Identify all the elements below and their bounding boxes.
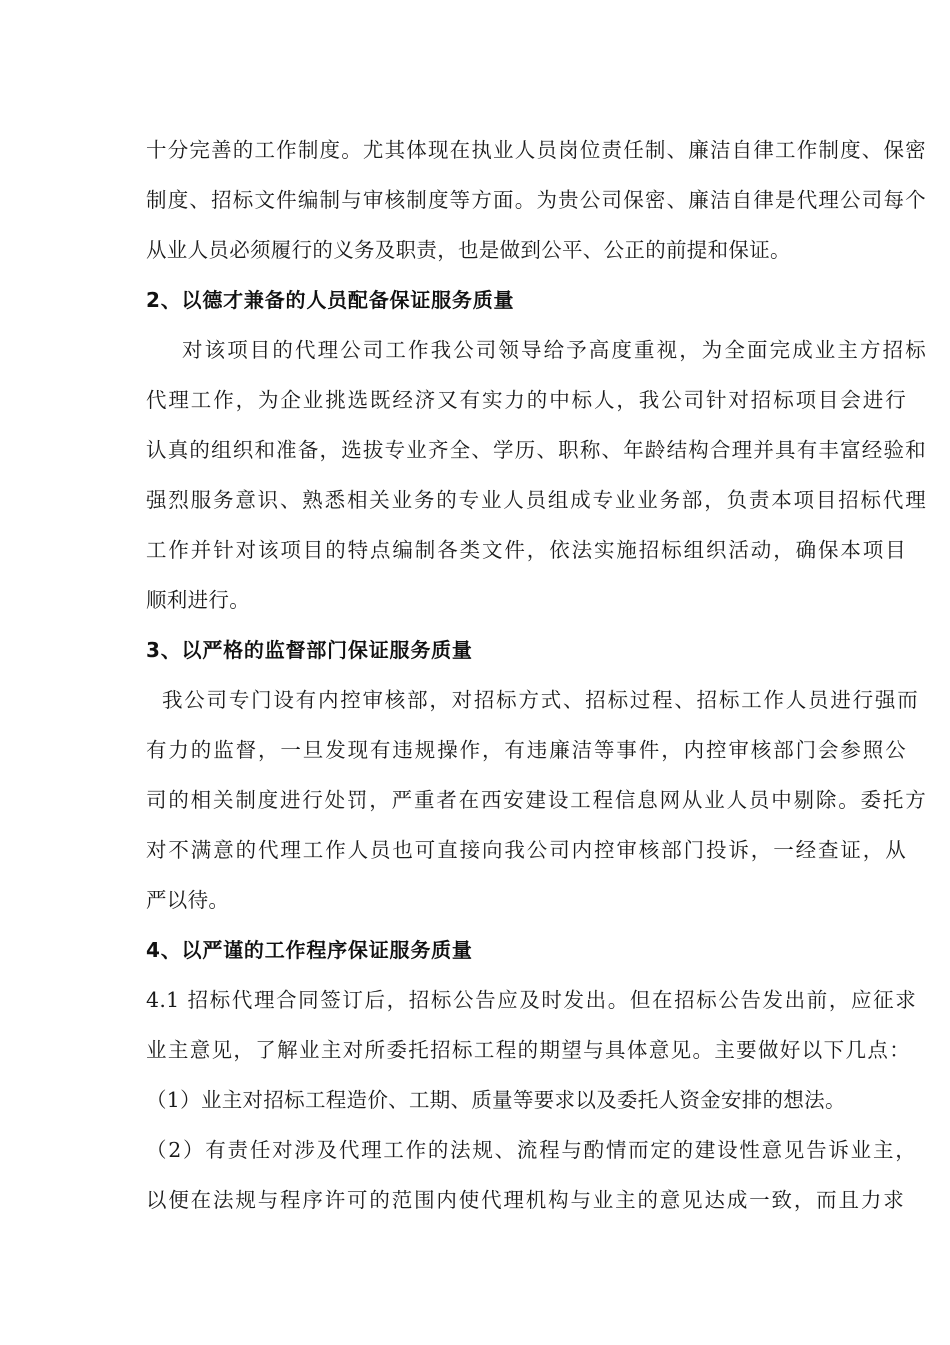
list-item: （1）业主对招标工程造价、工期、质量等要求以及委托人资金安排的想法。 [146,1088,846,1112]
paragraph-line: 强烈服务意识、熟悉相关业务的专业人员组成专业业务部，负责本项目招标代理 [146,488,926,512]
paragraph-line: 顺利进行。 [146,588,250,612]
paragraph-line: 对该项目的代理公司工作我公司领导给予高度重视，为全面完成业主方招标 [182,338,926,362]
paragraph-line: 代理工作，为企业挑选既经济又有实力的中标人，我公司针对招标项目会进行 [146,388,906,412]
paragraph-line: 我公司专门设有内控审核部，对招标方式、招标过程、招标工作人员进行强而 [162,688,918,712]
section-heading: 4、以严谨的工作程序保证服务质量 [146,938,473,962]
paragraph-line: 从业人员必须履行的义务及职责，也是做到公平、公正的前提和保证。 [146,238,791,262]
list-item: （2）有责任对涉及代理工作的法规、流程与酌情而定的建设性意见告诉业主， [146,1138,916,1162]
paragraph-line: 严以待。 [146,888,230,912]
paragraph-line: 十分完善的工作制度。尤其体现在执业人员岗位责任制、廉洁自律工作制度、保密 [146,138,926,162]
paragraph-line: 有力的监督，一旦发现有违规操作，有违廉洁等事件，内控审核部门会参照公 [146,738,906,762]
section-heading: 2、以德才兼备的人员配备保证服务质量 [146,288,515,312]
paragraph-line: 制度、招标文件编制与审核制度等方面。为贵公司保密、廉洁自律是代理公司每个 [146,188,926,212]
paragraph-line: 工作并针对该项目的特点编制各类文件，依法实施招标组织活动，确保本项目 [146,538,906,562]
paragraph-line: 4.1 招标代理合同签订后，招标公告应及时发出。但在招标公告发出前，应征求 [146,988,916,1012]
paragraph-line: 认真的组织和准备，选拔专业齐全、学历、职称、年龄结构合理并具有丰富经验和 [146,438,926,462]
section-heading: 3、以严格的监督部门保证服务质量 [146,638,473,662]
paragraph-line: 对不满意的代理工作人员也可直接向我公司内控审核部门投诉，一经查证，从 [146,838,906,862]
paragraph-line: 司的相关制度进行处罚，严重者在西安建设工程信息网从业人员中剔除。委托方 [146,788,926,812]
paragraph-line: 以便在法规与程序许可的范围内使代理机构与业主的意见达成一致，而且力求 [146,1188,904,1212]
paragraph-line: 业主意见，了解业主对所委托招标工程的期望与具体意见。主要做好以下几点： [146,1038,910,1062]
